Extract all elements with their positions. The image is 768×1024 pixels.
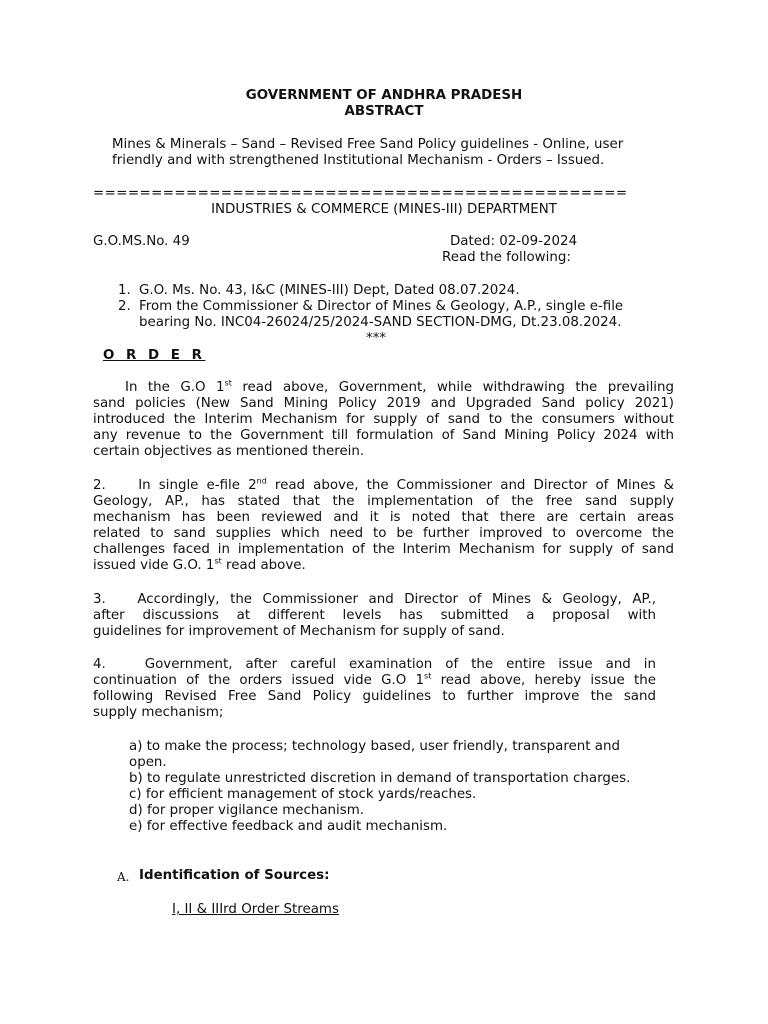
objective-d: d) for proper vigilance mechanism. (129, 803, 365, 818)
objective-b: b) to regulate unrestricted discretion in demand of transportation charges. (129, 771, 631, 786)
reference-1-marker: 1. (118, 283, 131, 298)
reference-2-line-1: From the Commissioner & Director of Mines & Geology, A.P., single e-file (139, 299, 624, 314)
paragraph-3 (93, 592, 656, 640)
objective-a: a) to make the process; technology based, user friendly, transparent and (129, 739, 620, 754)
p2-line-4: related to sand supplies which need to be further improved to overcome the (93, 526, 674, 541)
p1-line-1-sup: st (224, 378, 232, 388)
p4-line-1: 4. Government, after careful examination of the entire issue and in (93, 657, 656, 672)
department-name: INDUSTRIES & COMMERCE (MINES-III) DEPARTMENT (211, 202, 557, 217)
reference-2-marker: 2. (118, 299, 131, 314)
objective-e: e) for effective feedback and audit mechanism. (129, 819, 448, 834)
section-a-marker: A. (117, 870, 130, 884)
p2-line-6a: issued vide G.O. 1 (93, 558, 215, 573)
p4-line-4: supply mechanism; (93, 705, 224, 720)
subject-line-1: Mines & Minerals – Sand – Revised Free Sand Policy guidelines - Online, user (112, 137, 624, 152)
p1-line-3: introduced the Interim Mechanism for supply of sand to the consumers without (93, 412, 674, 427)
objective-a-continued: open. (129, 755, 167, 770)
stars-divider: *** (366, 331, 387, 346)
abstract-heading: ABSTRACT (344, 104, 424, 119)
p4-line-2a: continuation of the orders issued vide G.O 1 (93, 673, 425, 688)
section-a-subheading: I, II & IIIrd Order Streams (172, 902, 339, 917)
p2-line-3: mechanism has been reviewed and it is noted that there are certain areas (93, 510, 674, 525)
government-heading: GOVERNMENT OF ANDHRA PRADESH (245, 88, 523, 103)
p2-line-1a: 2. In single e-file 2 (93, 478, 257, 493)
objective-c: c) for efficient management of stock yards/reaches. (129, 787, 477, 802)
go-number: G.O.MS.No. 49 (93, 234, 190, 249)
p2-line-1-sup: nd (256, 476, 267, 486)
p4-line-2-sup: st (424, 671, 432, 681)
separator-line: ============================================== (93, 186, 628, 201)
p3-line-1: 3. Accordingly, the Commissioner and Director of Mines & Geology, AP., (93, 592, 656, 607)
p4-line-3: following Revised Free Sand Policy guidelines to further improve the sand (93, 689, 656, 704)
p1-line-5: certain objectives as mentioned therein. (93, 444, 365, 459)
reference-1-text: G.O. Ms. No. 43, I&C (MINES-III) Dept, Dated 08.07.2024. (139, 283, 520, 298)
p2-line-1b: read above, the Commissioner and Director of Mines & (266, 478, 674, 493)
p2-line-5: challenges faced in implementation of the Interim Mechanism for supply of sand (93, 542, 674, 557)
p3-line-2: after discussions at different levels has submitted a proposal with (93, 608, 656, 623)
p2-line-2: Geology, AP., has stated that the implementation of the free sand supply (93, 494, 674, 509)
p1-line-2: sand policies (New Sand Mining Policy 2019 and Upgraded Sand policy 2021) (93, 396, 674, 411)
p1-line-1b: read above, Government, while withdrawing the prevailing (231, 380, 674, 395)
p2-line-6-sup: st (214, 556, 222, 566)
read-following: Read the following: (442, 250, 571, 265)
reference-2-line-2: bearing No. INC04-26024/25/2024-SAND SECTION-DMG, Dt.23.08.2024. (139, 315, 622, 330)
paragraph-1 (93, 380, 674, 460)
go-date: Dated: 02-09-2024 (450, 234, 578, 249)
section-a-title: Identification of Sources: (139, 868, 330, 883)
p3-line-3: guidelines for improvement of Mechanism for supply of sand. (93, 624, 505, 639)
p2-line-6b: read above. (221, 558, 306, 573)
p1-line-4: any revenue to the Government till formulation of Sand Mining Policy 2024 with (93, 428, 674, 443)
paragraph-4 (93, 657, 656, 721)
p4-line-2b: read above, hereby issue the (431, 673, 656, 688)
subject-line-2: friendly and with strengthened Institutional Mechanism - Orders – Issued. (112, 153, 605, 168)
paragraph-2 (93, 478, 674, 574)
order-heading: O R D E R (103, 348, 206, 363)
p1-line-1a: In the G.O 1 (125, 380, 225, 395)
